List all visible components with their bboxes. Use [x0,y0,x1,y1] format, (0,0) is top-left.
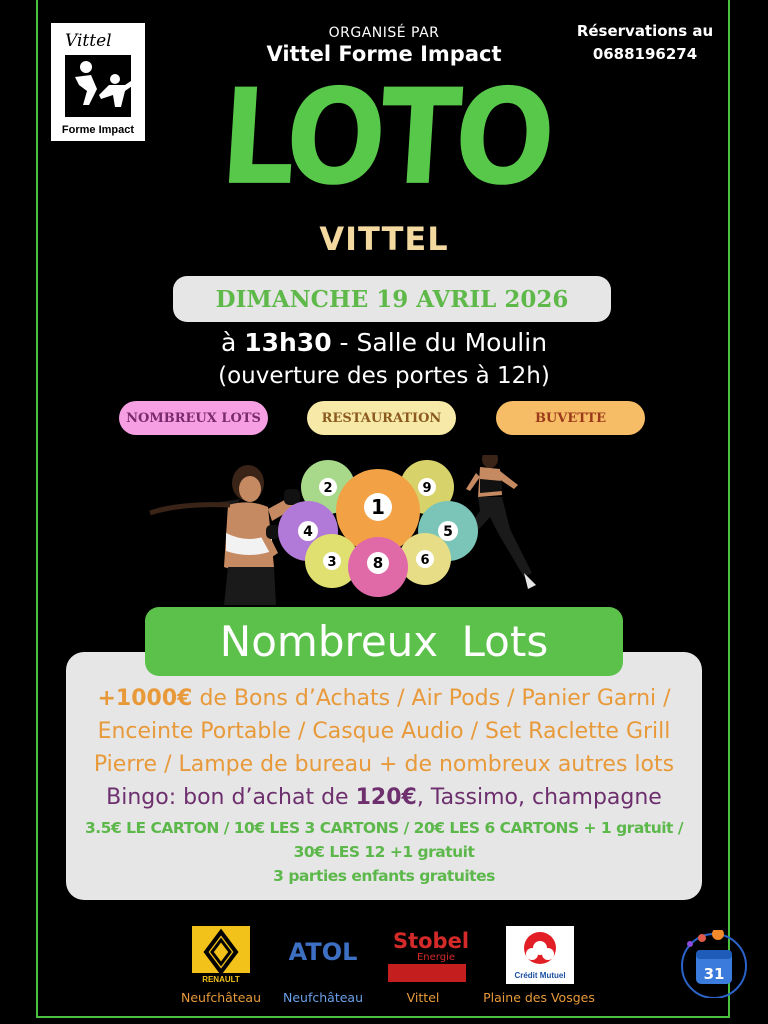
event-title: LOTO [216,59,554,215]
sponsor-credit-mutuel-logo [506,926,574,984]
pricing-line-2: 30€ LES 12 +1 gratuit [293,843,475,861]
reservation-phone[interactable]: 0688196274 [592,45,698,63]
logo-caption: Forme Impact [61,124,135,136]
ball-8: 8 [372,554,384,572]
ball-9: 9 [422,481,432,496]
prize-line-1-rest: de Bons d’Achats / Air Pods / Panier Garni / [192,686,671,711]
pricing-line-1: 3.5€ LE CARTON / 10€ LES 3 CARTONS / 20€ LES 6 CARTONS + 1 gratuit / [84,819,684,837]
prize-amount: +1000€ [97,686,193,711]
prize-line-2: Enceinte Portable / Casque Audio / Set Raclette Grill [97,719,671,744]
sponsor-atol-caption: Neufchâteau [283,990,363,1005]
bingo-balls [278,460,478,597]
organiser-name: Vittel Forme Impact [266,42,502,66]
sponsor-renault-caption: Neufchâteau [181,990,261,1005]
event-venue: - Salle du Moulin [331,328,548,357]
event-time: 13h30 [244,328,332,357]
event-date-text: DIMANCHE 19 AVRIL 2026 [215,285,569,313]
tag-restauration: RESTAURATION [307,401,456,435]
ball-5: 5 [443,524,453,540]
bingo-line [66,785,702,810]
tag-lots: NOMBREUX LOTS [119,401,268,435]
reservation-label: Réservations au [576,22,714,40]
time-prefix: à [220,328,245,357]
prize-line-3: Pierre / Lampe de bureau + de nombreux autres lots [93,752,675,777]
bingo-suffix: , Tassimo, champagne [416,785,662,810]
logo-script: Vittel [65,31,112,51]
calendar-icon[interactable] [680,930,748,998]
event-city: VITTEL [319,220,449,258]
ball-1: 1 [371,495,385,519]
club-logo [51,23,145,141]
sponsor-renault-logo [192,926,250,984]
calendar-day: 31 [703,965,725,983]
organised-label: ORGANISÉ PAR [328,25,440,41]
renault-text: RENAULT [202,975,240,984]
sponsor-stobel-caption: Vittel [406,990,440,1005]
hero-illustration [140,455,560,605]
sponsor-stobel-logo [386,926,468,984]
ball-6: 6 [420,553,430,568]
sponsor-atol-logo [282,932,364,972]
prizes-banner-text: Nombreux Lots [219,617,549,666]
ball-3: 3 [327,555,337,570]
tag-buvette: BUVETTE [496,401,645,435]
credit-mutuel-text: Crédit Mutuel [514,971,566,980]
event-date [173,276,611,322]
boxer-figure [150,465,300,605]
prize-line-1 [66,686,702,711]
stobel-text: Stobel [392,929,468,953]
bingo-amount: 120€ [355,785,417,810]
ball-2: 2 [323,481,333,496]
stobel-subtext: Energie [416,952,456,963]
ball-4: 4 [303,524,313,540]
pricing-line-3: 3 parties enfants gratuites [273,867,495,885]
event-time-line [100,328,668,357]
doors-opening: (ouverture des portes à 12h) [218,363,550,389]
bingo-prefix: Bingo: bon d’achat de [106,785,356,810]
prizes-banner [145,607,623,676]
sponsor-credit-mutuel-caption: Plaine des Vosges [483,990,595,1005]
atol-text: ATOL [288,938,358,966]
